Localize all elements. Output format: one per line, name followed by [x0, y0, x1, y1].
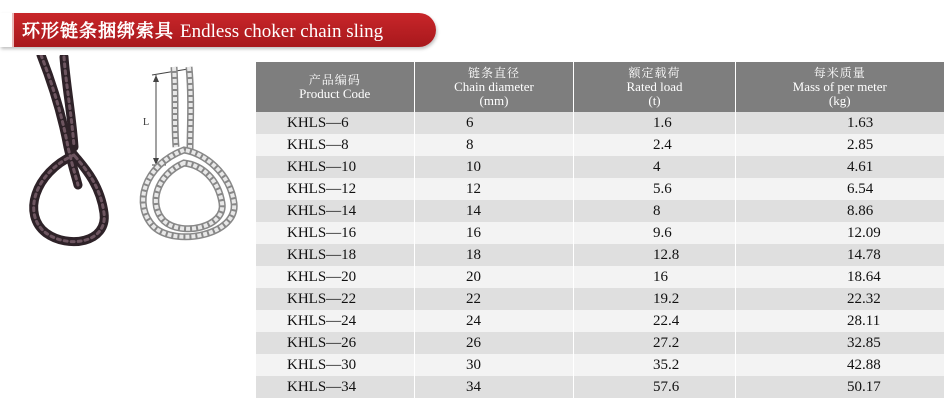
mass-cell: 32.85 — [736, 332, 944, 354]
rated-load-cell: 22.4 — [574, 310, 736, 332]
product-code-cell: KHLS—6 — [256, 112, 415, 134]
chain-diameter-cell: 18 — [415, 244, 574, 266]
chain-photo — [34, 55, 105, 242]
table-row — [256, 354, 944, 376]
rated-load-cell: 1.6 — [574, 112, 736, 134]
product-code-cell: KHLS—14 — [256, 200, 415, 222]
product-code-cell: KHLS—22 — [256, 288, 415, 310]
chain-sling-illustration — [24, 55, 249, 250]
rated-load-cell: 27.2 — [574, 332, 736, 354]
chain-diameter-cell: 10 — [415, 156, 574, 178]
product-code-cell: KHLS—34 — [256, 376, 415, 398]
header-rated-load: 额定载荷 Rated load (t) — [574, 62, 736, 112]
title-english: Endless choker chain sling — [180, 21, 384, 42]
mass-cell: 28.11 — [736, 310, 944, 332]
mass-cell: 2.85 — [736, 134, 944, 156]
mass-cell: 1.63 — [736, 112, 944, 134]
product-code-cell: KHLS—8 — [256, 134, 415, 156]
product-code-cell: KHLS—24 — [256, 310, 415, 332]
mass-cell: 22.32 — [736, 288, 944, 310]
rated-load-cell: 9.6 — [574, 222, 736, 244]
chain-diameter-cell: 30 — [415, 354, 574, 376]
page-title — [22, 17, 383, 47]
chain-diameter-cell: 26 — [415, 332, 574, 354]
product-code-cell: KHLS—16 — [256, 222, 415, 244]
table-row — [256, 332, 944, 354]
table-row — [256, 266, 944, 288]
header-row — [256, 62, 944, 112]
rated-load-cell: 4 — [574, 156, 736, 178]
chain-diameter-cell: 20 — [415, 266, 574, 288]
rated-load-cell: 19.2 — [574, 288, 736, 310]
chain-diameter-cell: 12 — [415, 178, 574, 200]
title-chinese: 环形链条捆绑索具 — [22, 21, 174, 42]
chain-diameter-cell: 8 — [415, 134, 574, 156]
rated-load-cell: 2.4 — [574, 134, 736, 156]
rated-load-cell: 5.6 — [574, 178, 736, 200]
table-body — [256, 112, 944, 398]
rated-load-cell: 8 — [574, 200, 736, 222]
table-row — [256, 200, 944, 222]
rated-load-cell: 57.6 — [574, 376, 736, 398]
header-chain-diameter: 链条直径 Chain diameter (mm) — [415, 62, 574, 112]
chain-diameter-cell: 6 — [415, 112, 574, 134]
spec-table — [255, 62, 944, 398]
product-code-cell: KHLS—18 — [256, 244, 415, 266]
chain-diameter-cell: 14 — [415, 200, 574, 222]
table-row — [256, 376, 944, 398]
table-row — [256, 134, 944, 156]
rated-load-cell: 35.2 — [574, 354, 736, 376]
chain-diameter-cell: 16 — [415, 222, 574, 244]
dimension-label: L — [143, 117, 150, 128]
mass-cell: 18.64 — [736, 266, 944, 288]
product-code-cell: KHLS—10 — [256, 156, 415, 178]
product-code-cell: KHLS—30 — [256, 354, 415, 376]
product-code-cell: KHLS—12 — [256, 178, 415, 200]
header-mass-per-meter: 每米质量 Mass of per meter (kg) — [736, 62, 944, 112]
table-row — [256, 112, 944, 134]
chain-drawing — [143, 67, 234, 237]
mass-cell: 50.17 — [736, 376, 944, 398]
product-code-cell: KHLS—20 — [256, 266, 415, 288]
mass-cell: 4.61 — [736, 156, 944, 178]
chain-diameter-cell: 22 — [415, 288, 574, 310]
table-row — [256, 310, 944, 332]
table-row — [256, 178, 944, 200]
header-product-code: 产品编码 Product Code — [256, 62, 415, 112]
chain-diameter-cell: 24 — [415, 310, 574, 332]
product-code-cell: KHLS—26 — [256, 332, 415, 354]
mass-cell: 6.54 — [736, 178, 944, 200]
table-row — [256, 156, 944, 178]
table-row — [256, 222, 944, 244]
chain-diameter-cell: 34 — [415, 376, 574, 398]
rated-load-cell: 16 — [574, 266, 736, 288]
rated-load-cell: 12.8 — [574, 244, 736, 266]
mass-cell: 8.86 — [736, 200, 944, 222]
table-row — [256, 244, 944, 266]
table-row — [256, 288, 944, 310]
mass-cell: 12.09 — [736, 222, 944, 244]
mass-cell: 42.88 — [736, 354, 944, 376]
mass-cell: 14.78 — [736, 244, 944, 266]
